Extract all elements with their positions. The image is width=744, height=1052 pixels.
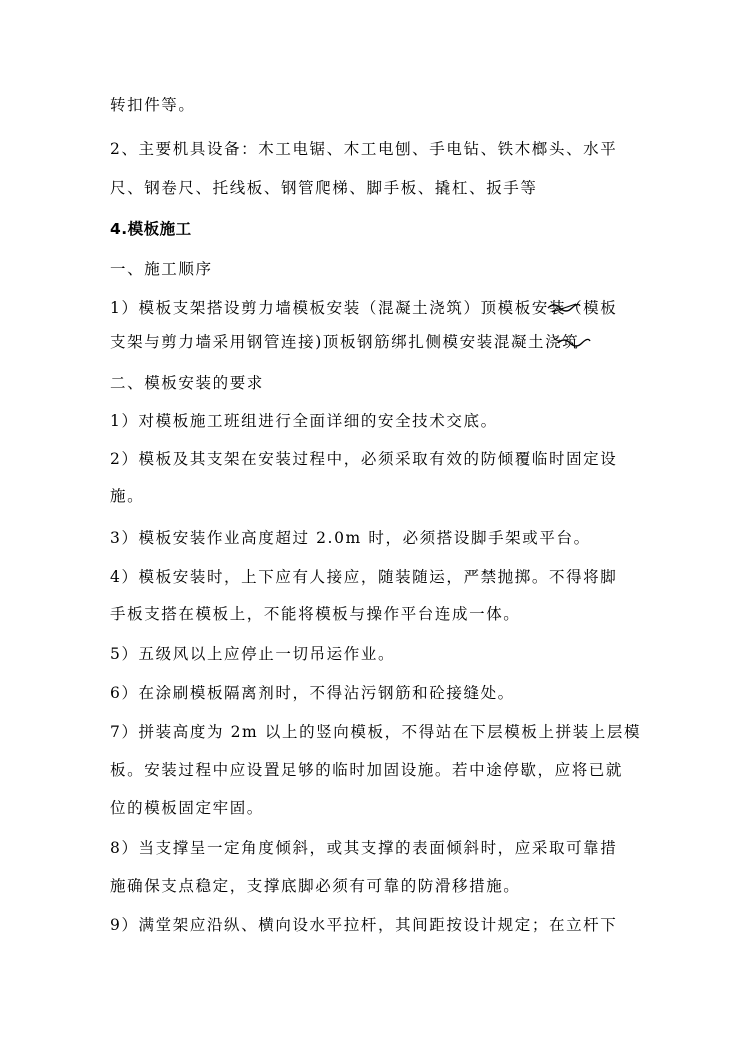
text-line-2: 2、主要机具设备：木工电锯、木工电刨、手电钻、铁木榔头、水平 (110, 140, 618, 158)
text-line-9: 1）对模板施工班组进行全面详细的安全技术交底。 (110, 412, 498, 430)
subsection-heading-1: 一、施工顺序 (110, 260, 213, 278)
text-line-3: 尺、钢卷尺、托线板、钢管爬梯、脚手板、撬杠、扳手等 (110, 179, 538, 197)
text-line-22: 9）满堂架应沿纵、横向设水平拉杆，其间距按设计规定；在立杆下 (110, 916, 618, 934)
section-heading: 4.模板施工 (110, 220, 192, 238)
text-line-6: 1）模板支架搭设剪力墙模板安装（混凝土浇筑）顶模板安装（模板 (110, 299, 618, 317)
text-line-11: 施。 (110, 487, 145, 505)
text-line-18: 板。安装过程中应设置足够的临时加固设施。若中途停歇，应将已就 (110, 761, 624, 779)
text-line-15: 5）五级风以上应停止一切吊运作业。 (110, 645, 396, 663)
text-line-10: 2）模板及其支架在安装过程中，必须采取有效的防倾覆临时固定设 (110, 450, 618, 468)
scribble-mark-2 (556, 330, 592, 354)
text-line-14: 手板支搭在模板上，不能将模板与操作平台连成一体。 (110, 605, 521, 623)
text-line-16: 6）在涂刷模板隔离剂时，不得沾污钢筋和砼接缝处。 (110, 684, 515, 702)
text-line-12: 3）模板安装作业高度超过 2.0m 时，必须搭设脚手架或平台。 (110, 529, 591, 547)
text-line-19: 位的模板固定牢固。 (110, 799, 264, 817)
text-line-1: 转扣件等。 (110, 96, 196, 114)
text-line-21: 施确保支点稳定，支撑底脚必须有可靠的防滑移措施。 (110, 877, 521, 895)
text-line-13: 4）模板安装时，上下应有人接应，随装随运，严禁抛掷。不得将脚 (110, 568, 618, 586)
text-line-7: 支架与剪力墙采用钢管连接)顶板钢筋绑扎侧模安装混凝土浇筑 (110, 333, 580, 351)
text-line-17: 7）拼装高度为 2m 以上的竖向模板，不得站在下层模板上拼装上层模 (110, 723, 642, 741)
subsection-heading-2: 二、模板安装的要求 (110, 374, 264, 392)
text-line-20: 8）当支撑呈一定角度倾斜，或其支撑的表面倾斜时，应采取可靠措 (110, 839, 618, 857)
scribble-mark-1 (546, 296, 582, 320)
